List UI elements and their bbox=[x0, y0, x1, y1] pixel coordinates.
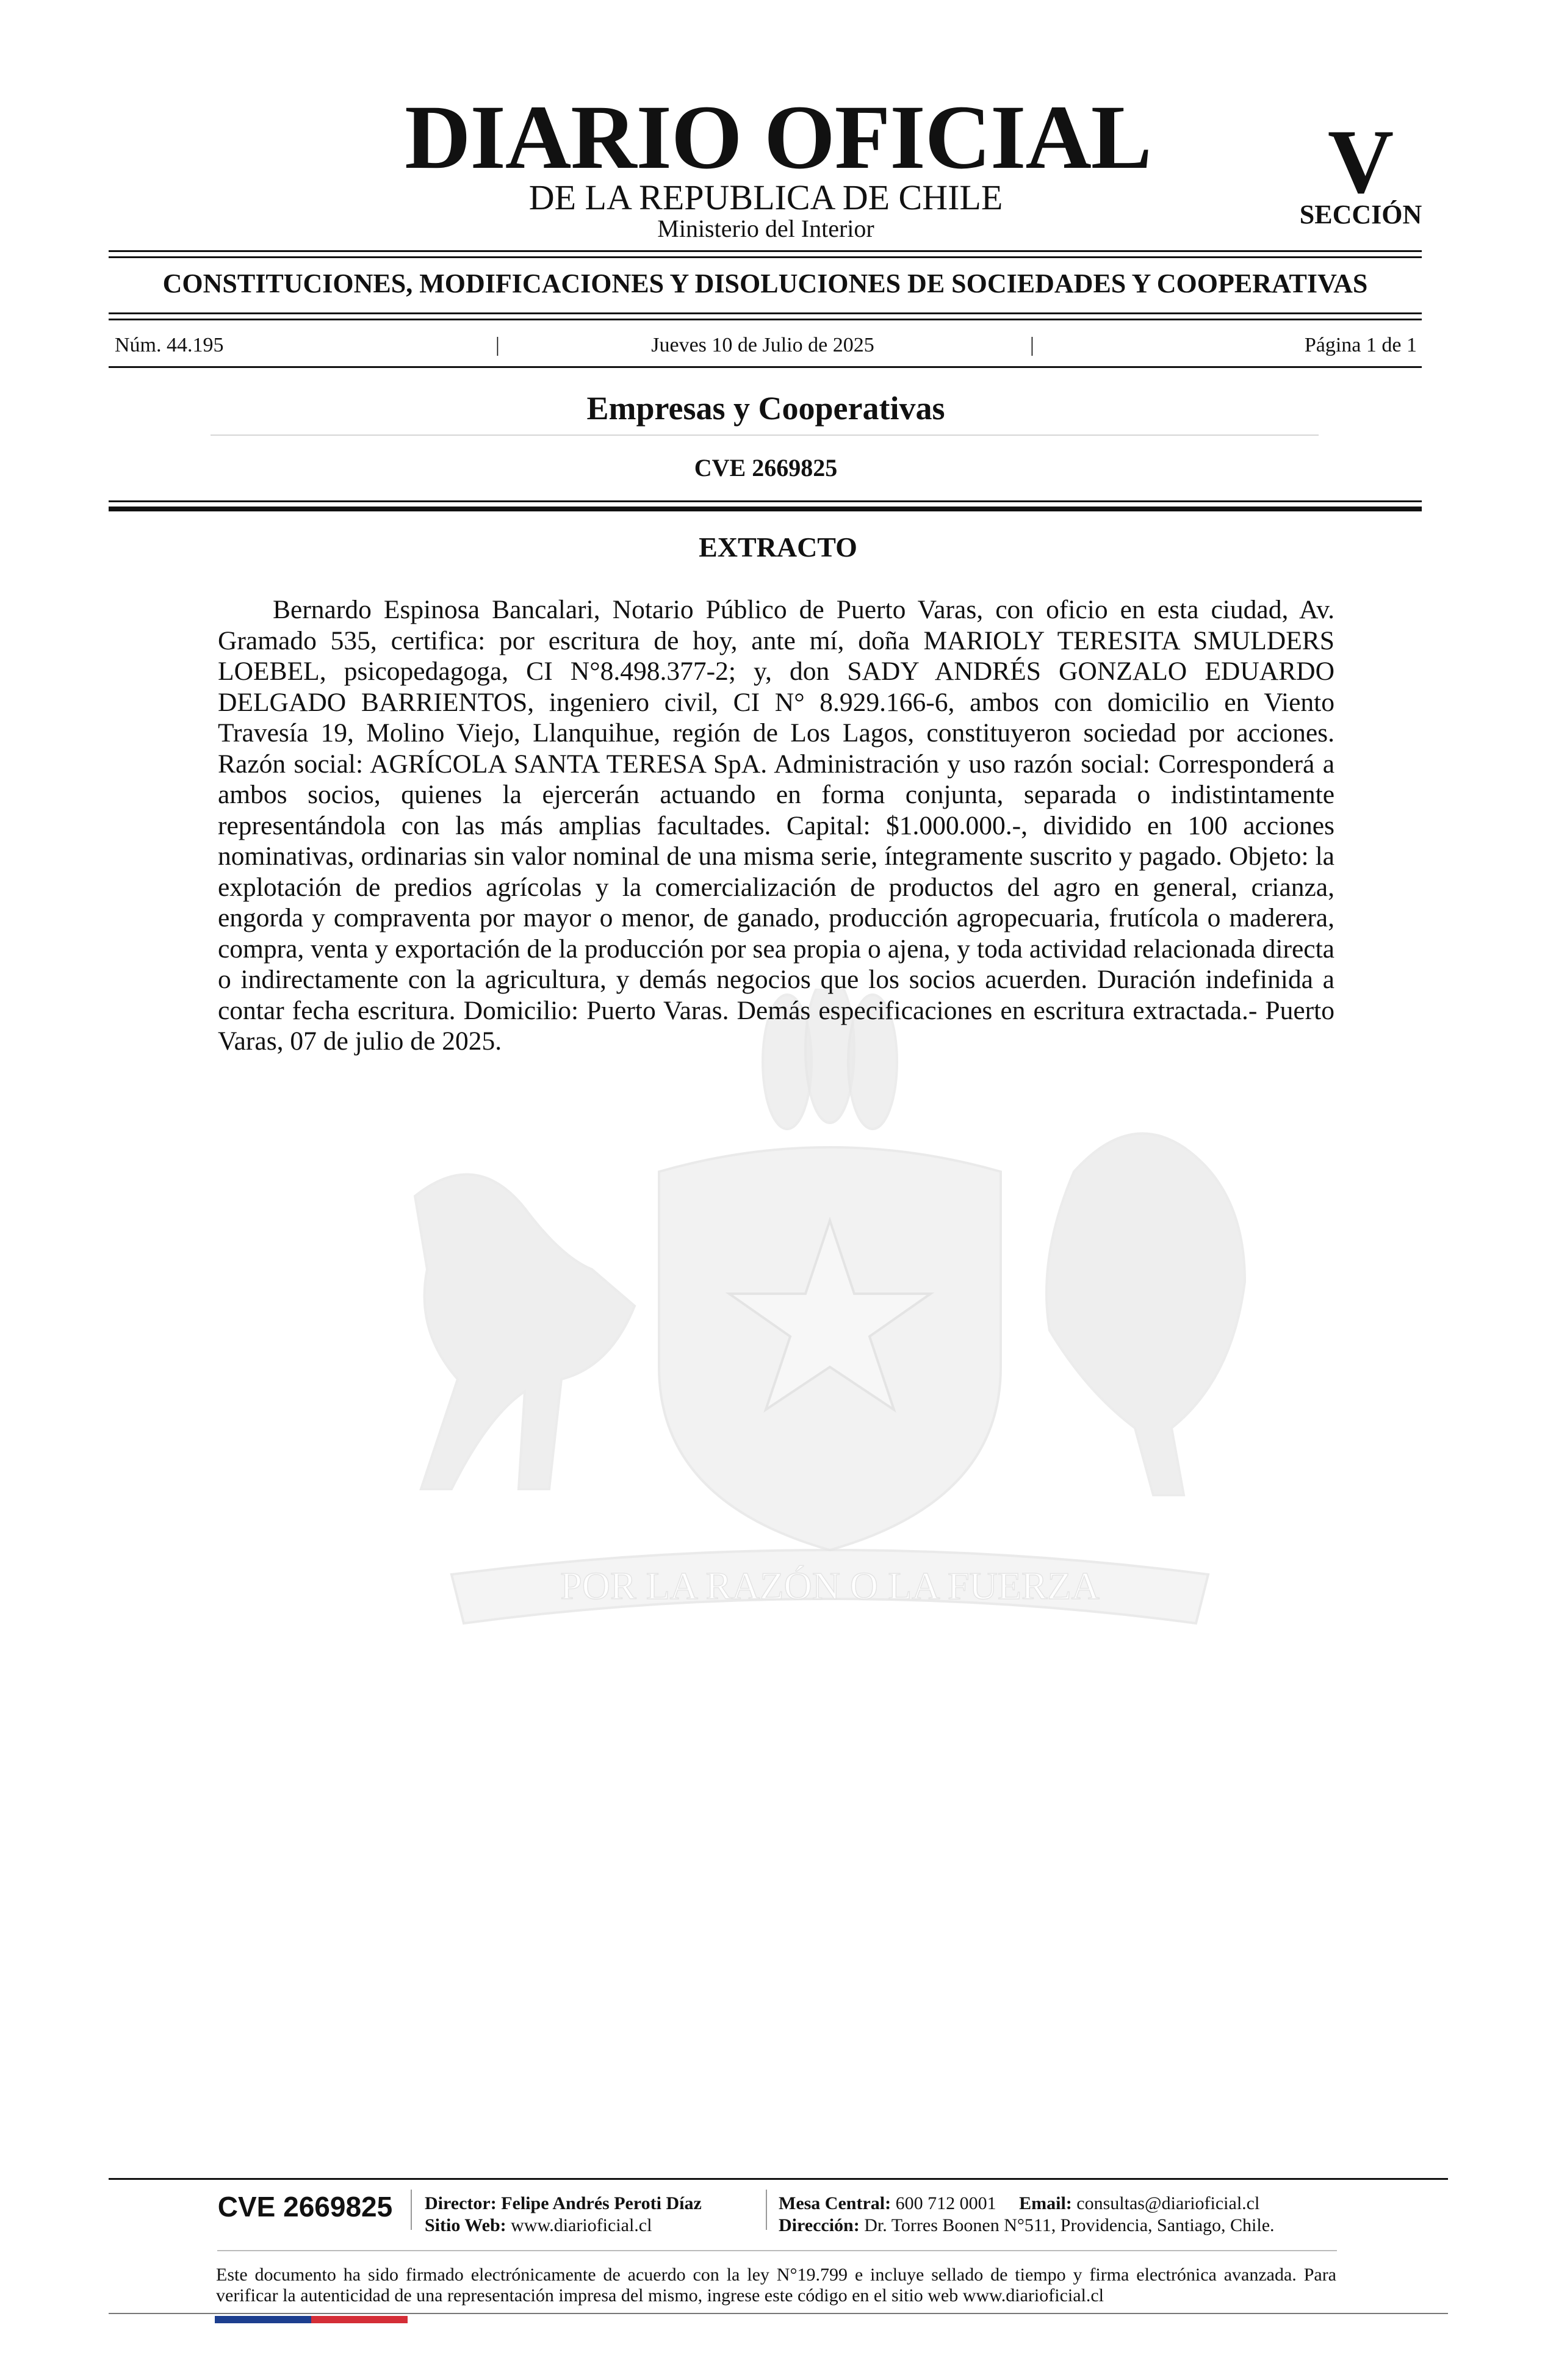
divider bbox=[109, 507, 1422, 511]
legal-notice: Este documento ha sido firmado electrónicamente de acuerdo con la ley N°19.799 e incluye sellado de tiempo y firma electrónica avanzada. Para verificar la autenticidad de una representación impresa del mismo, ingrese este código en el sitio web www.diarioficial.cl bbox=[216, 2265, 1336, 2306]
issue-date: Jueves 10 de Julio de 2025 bbox=[651, 334, 874, 356]
footer-divider bbox=[109, 2313, 1448, 2314]
category-heading: Empresas y Cooperativas bbox=[586, 390, 945, 427]
section-letter: V bbox=[1327, 111, 1394, 212]
director-name: Felipe Andrés Peroti Díaz bbox=[501, 2193, 702, 2213]
mesa-phone: 600 712 0001 bbox=[895, 2193, 996, 2213]
footer-divider bbox=[217, 2250, 1337, 2251]
footer-website bbox=[425, 2216, 652, 2235]
email-link[interactable]: consultas@diarioficial.cl bbox=[1076, 2193, 1260, 2213]
info-separator: | bbox=[1030, 334, 1034, 356]
newspaper-title: DIARIO OFICIAL bbox=[405, 87, 1151, 188]
motto: POR LA RAZÓN O LA FUERZA bbox=[560, 1564, 1100, 1607]
ministry-label: Ministerio del Interior bbox=[657, 215, 874, 242]
flag-stripe-blue bbox=[215, 2316, 311, 2323]
director-label: Director: bbox=[425, 2193, 497, 2213]
direccion-label: Dirección: bbox=[779, 2215, 860, 2235]
web-link[interactable]: www.diarioficial.cl bbox=[511, 2215, 652, 2235]
cve-code: CVE 2669825 bbox=[694, 454, 838, 481]
footer-separator bbox=[766, 2190, 767, 2230]
issue-number: Núm. 44.195 bbox=[115, 334, 224, 356]
section-label: SECCIÓN bbox=[1299, 200, 1422, 229]
flag-stripe-red bbox=[311, 2316, 408, 2323]
footer-separator bbox=[411, 2190, 412, 2230]
email-label: Email: bbox=[1019, 2193, 1072, 2213]
footer-contact bbox=[779, 2194, 1259, 2213]
document-title: EXTRACTO bbox=[699, 532, 857, 563]
divider bbox=[109, 312, 1422, 314]
section-banner: CONSTITUCIONES, MODIFICACIONES Y DISOLUCIONES DE SOCIEDADES Y COOPERATIVAS bbox=[162, 269, 1368, 298]
divider bbox=[211, 435, 1319, 436]
footer-director bbox=[425, 2194, 702, 2213]
divider bbox=[109, 366, 1422, 368]
coat-of-arms-watermark-icon bbox=[317, 989, 1342, 1690]
footer-cve-code: CVE 2669825 bbox=[217, 2191, 393, 2223]
divider bbox=[109, 250, 1422, 252]
divider bbox=[109, 256, 1422, 258]
info-separator: | bbox=[495, 334, 500, 356]
document-body: Bernardo Espinosa Bancalari, Notario Público de Puerto Varas, con oficio en esta ciudad, Av. Gramado 535, certifica: por escritura de hoy, ante mí, doña MARIOLY TERESITA SMULDERS LOEBEL, psicopedagoga, CI N°8.498.377-2; y, don SADY ANDRÉS GONZALO EDUARDO DELGADO BARRIENTOS, ingeniero civil, CI N° 8.929.166-6, ambos con domicilio en Viento Travesía 19, Molino Viejo, Llanquihue, región de Los Lagos, constituyeron sociedad por acciones. Razón social: AGRÍCOLA SANTA TERESA SpA. Administración y uso razón social: Corresponderá a ambos socios, quienes la ejercerán actuando en forma conjunta, separada o indistintamente representándola con las más amplias facultades. Capital: $1.000.000.-, dividido en 100 acciones nominativas, ordinarias sin valor nominal de una misma serie, íntegramente suscrito y pagado. Objeto: la explotación de predios agrícolas y la comercialización de productos del agro en general, crianza, engorda y compraventa por mayor o menor, de ganado, producción agropecuaria, frutícola o maderera, compra, venta y exportación de la producción por sea propia o ajena, y toda actividad relacionada directa o indirectamente con la agricultura, y demás negocios que los socios acuerden. Duración indefinida a contar fecha escritura. Domicilio: Puerto Varas. Demás especificaciones en escritura extractada.- Puerto Varas, 07 de julio de 2025. bbox=[218, 595, 1334, 1056]
newspaper-subtitle: DE LA REPUBLICA DE CHILE bbox=[528, 178, 1003, 217]
mesa-label: Mesa Central: bbox=[779, 2193, 891, 2213]
page-indicator: Página 1 de 1 bbox=[1304, 334, 1417, 356]
web-label: Sitio Web: bbox=[425, 2215, 506, 2235]
footer-divider bbox=[109, 2178, 1448, 2180]
divider bbox=[109, 319, 1422, 320]
divider bbox=[109, 500, 1422, 502]
direccion-value: Dr. Torres Boonen N°511, Providencia, Santiago, Chile. bbox=[864, 2215, 1275, 2235]
footer-address bbox=[779, 2216, 1275, 2235]
